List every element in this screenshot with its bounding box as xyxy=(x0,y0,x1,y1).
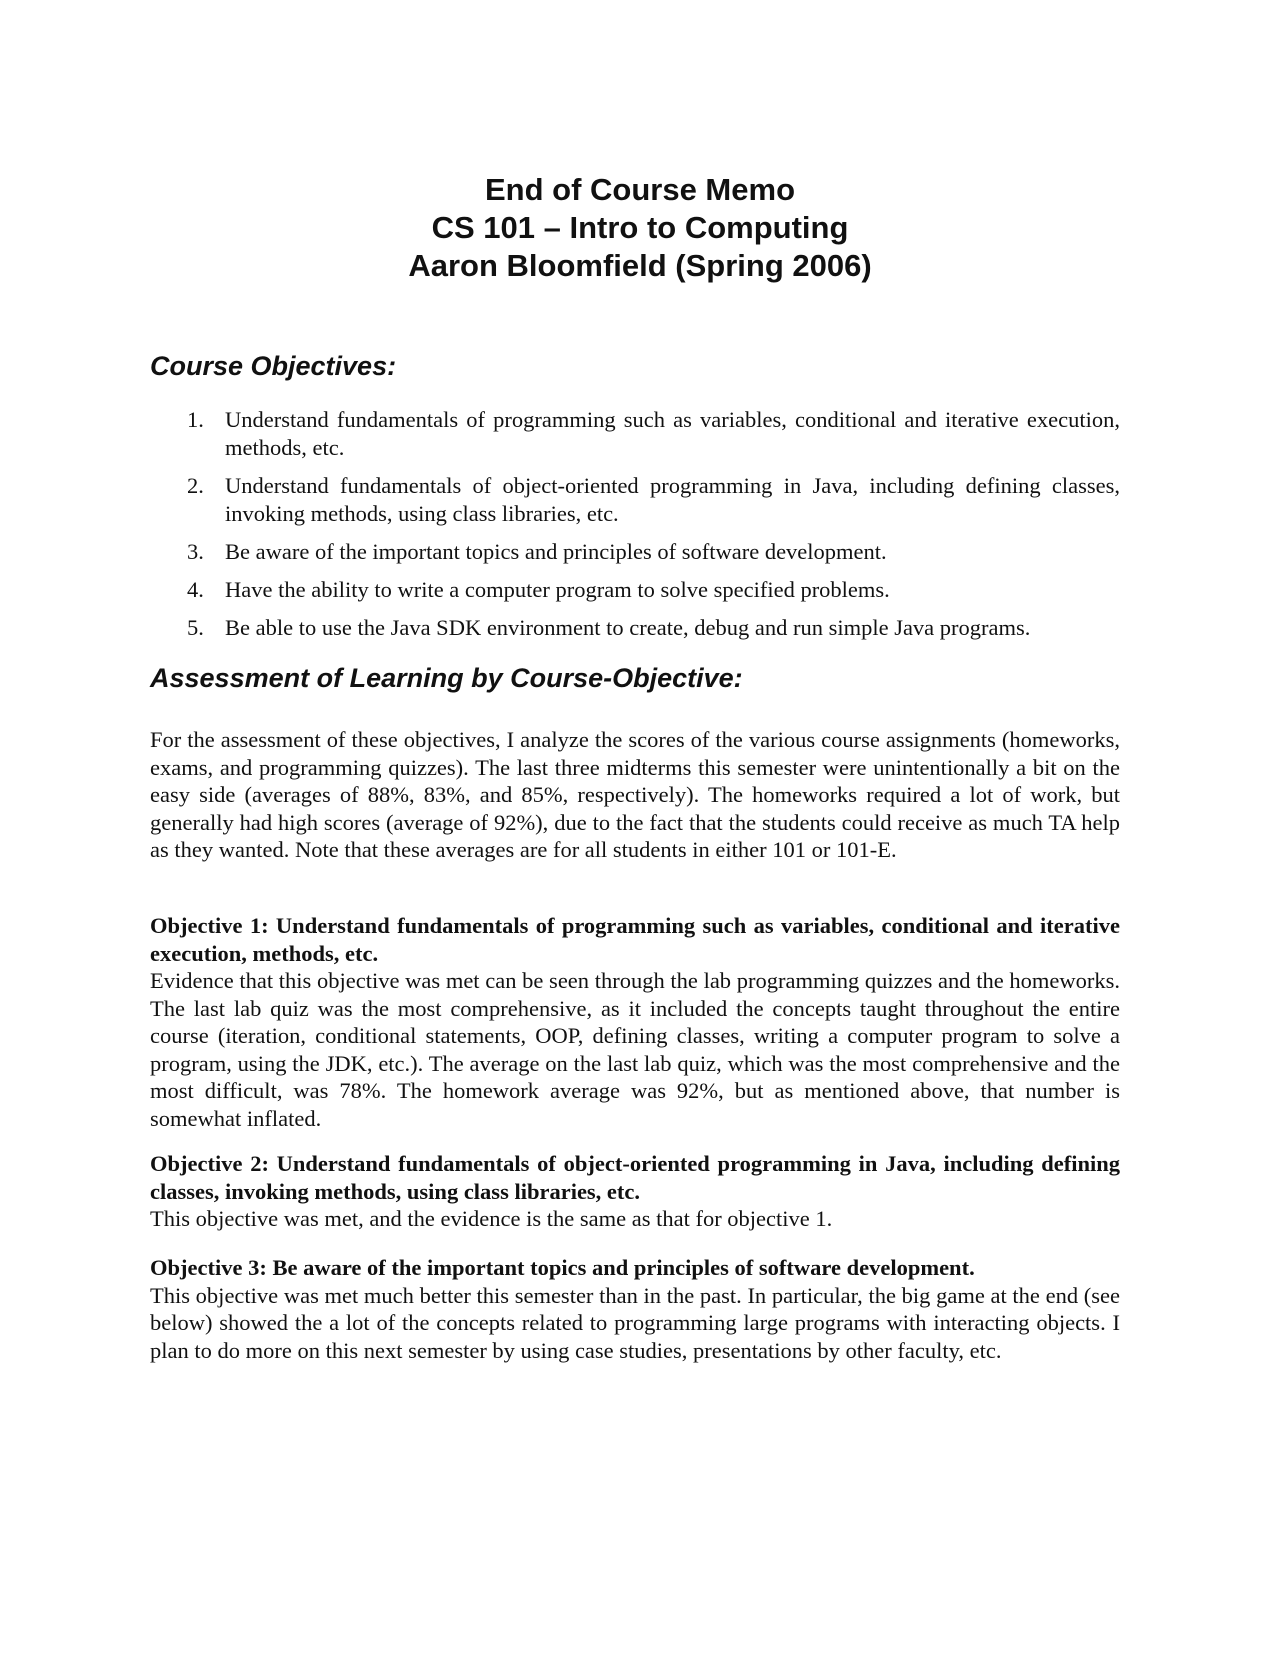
objective-item xyxy=(150,614,1120,642)
objective-item xyxy=(150,406,1120,462)
objective-text: Be able to use the Java SDK environment to create, debug and run simple Java programs. xyxy=(225,615,1031,640)
title-line-1: End of Course Memo xyxy=(484,172,795,207)
objective-number: 3. xyxy=(187,539,204,564)
course-objectives-list xyxy=(150,406,1120,652)
objective-number: 2. xyxy=(187,473,204,498)
objective-3-body: This objective was met much better this semester than in the past. In particular, the big game at the end (see below) showed the a lot of the concepts related to programming large programs with interacting objects. I plan to do more on this next semester by using case studies, presentations by other faculty, etc. xyxy=(150,1282,1120,1363)
objective-3-heading: Objective 3: Be aware of the important topics and principles of software development. xyxy=(150,1255,975,1280)
objective-text: Be aware of the important topics and principles of software development. xyxy=(225,539,887,564)
objective-item xyxy=(150,538,1120,566)
objective-2-section xyxy=(150,1150,1120,1233)
objective-2-heading: Objective 2: Understand fundamentals of object-oriented programming in Java, including defining classes, invoking methods, using class libraries, etc. xyxy=(150,1151,1120,1204)
objective-number: 5. xyxy=(187,615,204,640)
assessment-intro: For the assessment of these objectives, I analyze the scores of the various course assignments (homeworks, exams, and programming quizzes). The last three midterms this semester were unintentionally a bit on the easy side (averages of 88%, 83%, and 85%, respectively). The homeworks required a lot of work, but generally had high scores (average of 92%), due to the fact that the students could receive as much TA help as they wanted. Note that these averages are for all students in either 101 or 101-E. xyxy=(150,727,1120,862)
course-objectives-heading: Course Objectives: xyxy=(150,351,397,381)
title-line-3: Aaron Bloomfield (Spring 2006) xyxy=(408,248,872,283)
objective-item xyxy=(150,472,1120,528)
objective-number: 1. xyxy=(187,407,204,432)
objective-text: Understand fundamentals of programming such as variables, conditional and iterative execution, methods, etc. xyxy=(225,407,1120,460)
objective-text: Understand fundamentals of object-oriented programming in Java, including defining classes, invoking methods, using class libraries, etc. xyxy=(225,473,1120,526)
objective-1-body: Evidence that this objective was met can be seen through the lab programming quizzes and the homeworks. The last lab quiz was the most comprehensive, as it included the concepts taught throughout the entire course (iteration, conditional statements, OOP, defining classes, writing a computer program to solve a program, using the JDK, etc.). The average on the last lab quiz, which was the most comprehensive and the most difficult, was 78%. The homework average was 92%, but as mentioned above, that number is somewhat inflated. xyxy=(150,968,1120,1131)
objective-3-section xyxy=(150,1254,1120,1364)
objective-2-body: This objective was met, and the evidence is the same as that for objective 1. xyxy=(150,1206,833,1231)
assessment-heading: Assessment of Learning by Course-Objective: xyxy=(150,663,743,693)
objective-item xyxy=(150,576,1120,604)
memo-title xyxy=(0,171,1280,285)
objective-1-heading: Objective 1: Understand fundamentals of programming such as variables, conditional and iterative execution, methods, etc. xyxy=(150,913,1120,966)
objective-number: 4. xyxy=(187,577,204,602)
objective-text: Have the ability to write a computer program to solve specified problems. xyxy=(225,577,890,602)
title-line-2: CS 101 – Intro to Computing xyxy=(431,210,849,245)
objective-1-section xyxy=(150,912,1120,1132)
